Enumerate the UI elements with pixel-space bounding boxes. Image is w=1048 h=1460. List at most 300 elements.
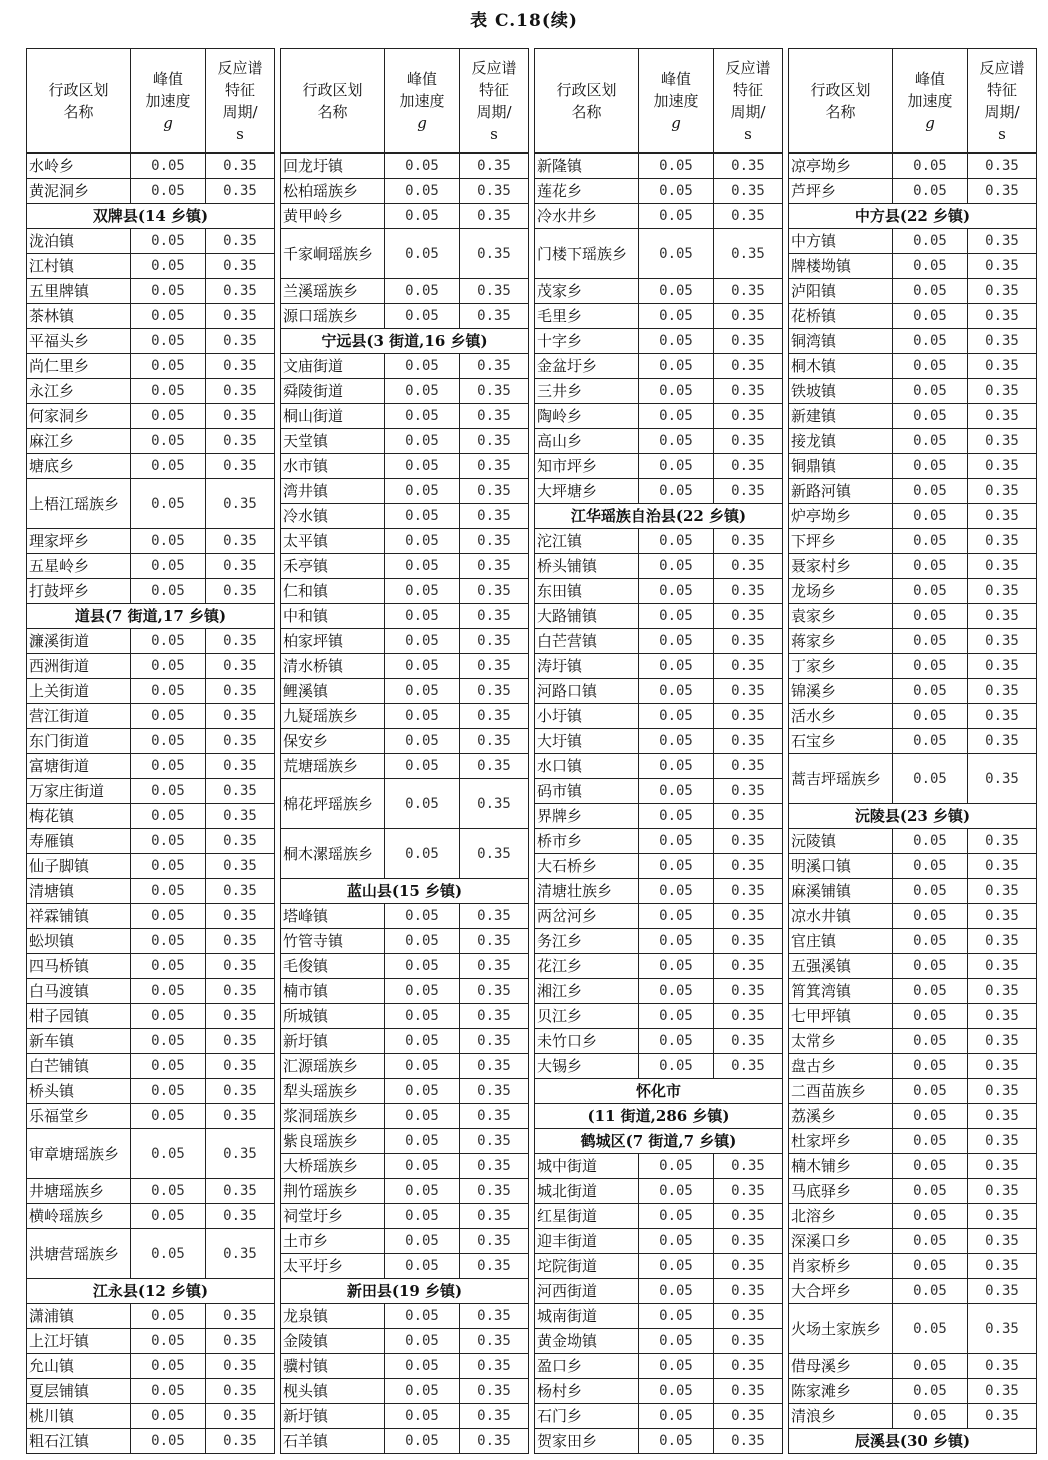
region-name-cell: 千家峒瑶族乡: [281, 229, 385, 279]
header-row: [27, 49, 275, 154]
characteristic-period-cell: 0.35: [206, 479, 275, 529]
characteristic-period-cell: 0.35: [714, 829, 783, 854]
characteristic-period-cell: 0.35: [460, 904, 529, 929]
table-row: [281, 729, 529, 754]
table-row: [281, 579, 529, 604]
peak-acceleration-cell: 0.05: [131, 379, 206, 404]
characteristic-period-cell: 0.35: [460, 954, 529, 979]
region-name-cell: 松柏瑶族乡: [281, 179, 385, 204]
region-name-cell: 龙场乡: [789, 579, 893, 604]
group-heading: 怀化市: [535, 1079, 783, 1104]
table-row: [27, 1004, 275, 1029]
table-row: [789, 729, 1037, 754]
region-name-cell: 坨院街道: [535, 1254, 639, 1279]
table-row: [789, 1404, 1037, 1429]
peak-acceleration-cell: 0.05: [893, 929, 968, 954]
peak-acceleration-cell: 0.05: [893, 379, 968, 404]
header-pga-text: 峰值: [406, 69, 437, 88]
peak-acceleration-cell: 0.05: [385, 829, 460, 879]
table-row: [789, 879, 1037, 904]
page-title: 表 C.18(续): [470, 11, 578, 31]
region-name-cell: 凉亭坳乡: [789, 153, 893, 179]
table-row: [535, 454, 783, 479]
region-name-cell: 清塘壮族乡: [535, 879, 639, 904]
characteristic-period-cell: 0.35: [968, 1229, 1037, 1254]
table-row: [535, 1279, 783, 1304]
peak-acceleration-cell: 0.05: [639, 704, 714, 729]
peak-acceleration-cell: 0.05: [131, 1079, 206, 1104]
region-name-cell: 贝江乡: [535, 1004, 639, 1029]
table-row: [281, 929, 529, 954]
group-row: [281, 329, 529, 354]
peak-acceleration-cell: 0.05: [639, 1329, 714, 1354]
peak-acceleration-cell: 0.05: [639, 404, 714, 429]
region-name-cell: 乐福堂乡: [27, 1104, 131, 1129]
characteristic-period-cell: 0.35: [206, 1054, 275, 1079]
peak-acceleration-cell: 0.05: [639, 1304, 714, 1329]
peak-acceleration-cell: 0.05: [131, 629, 206, 654]
table-row: [535, 679, 783, 704]
table-row: [281, 1154, 529, 1179]
characteristic-period-cell: 0.35: [206, 379, 275, 404]
characteristic-period-cell: 0.35: [206, 1404, 275, 1429]
table-row: [789, 1104, 1037, 1129]
region-name-cell: 兰溪瑶族乡: [281, 279, 385, 304]
table-row: [281, 979, 529, 1004]
region-name-cell: 潇浦镇: [27, 1304, 131, 1329]
header-pga-text: g: [417, 113, 427, 132]
peak-acceleration-cell: 0.05: [893, 1404, 968, 1429]
region-name-cell: 大圩镇: [535, 729, 639, 754]
table-row: [281, 1129, 529, 1154]
characteristic-period-cell: 0.35: [714, 629, 783, 654]
characteristic-period-cell: 0.35: [460, 404, 529, 429]
peak-acceleration-cell: 0.05: [385, 204, 460, 229]
characteristic-period-cell: 0.35: [968, 304, 1037, 329]
region-name-cell: 中方镇: [789, 229, 893, 254]
peak-acceleration-cell: 0.05: [893, 604, 968, 629]
region-name-cell: 蒋家乡: [789, 629, 893, 654]
table-row: [535, 629, 783, 654]
table-row: [535, 804, 783, 829]
characteristic-period-cell: 0.35: [460, 504, 529, 529]
table-column-1: [26, 48, 274, 1450]
table-row: [281, 354, 529, 379]
peak-acceleration-cell: 0.05: [131, 879, 206, 904]
header-row: [535, 49, 783, 154]
peak-acceleration-cell: 0.05: [131, 754, 206, 779]
peak-acceleration-cell: 0.05: [131, 179, 206, 204]
header-name: [789, 49, 893, 154]
characteristic-period-cell: 0.35: [714, 479, 783, 504]
peak-acceleration-cell: 0.05: [131, 354, 206, 379]
table-row: [27, 954, 275, 979]
characteristic-period-cell: 0.35: [460, 179, 529, 204]
peak-acceleration-cell: 0.05: [639, 804, 714, 829]
table-row: [789, 1279, 1037, 1304]
table-row: [281, 679, 529, 704]
region-name-cell: 白芒铺镇: [27, 1054, 131, 1079]
peak-acceleration-cell: 0.05: [385, 729, 460, 754]
peak-acceleration-cell: 0.05: [893, 1179, 968, 1204]
table-row: [27, 1204, 275, 1229]
characteristic-period-cell: 0.35: [206, 779, 275, 804]
characteristic-period-cell: 0.35: [714, 579, 783, 604]
characteristic-period-cell: 0.35: [460, 1029, 529, 1054]
region-name-cell: 营江街道: [27, 704, 131, 729]
characteristic-period-cell: 0.35: [968, 1304, 1037, 1354]
peak-acceleration-cell: 0.05: [385, 704, 460, 729]
region-name-cell: 文庙街道: [281, 354, 385, 379]
characteristic-period-cell: 0.35: [206, 1029, 275, 1054]
region-name-cell: 火场土家族乡: [789, 1304, 893, 1354]
table-row: [789, 679, 1037, 704]
peak-acceleration-cell: 0.05: [131, 829, 206, 854]
characteristic-period-cell: 0.35: [460, 1229, 529, 1254]
header-period: [714, 49, 783, 154]
table-row: [789, 1204, 1037, 1229]
table-row: [281, 454, 529, 479]
peak-acceleration-cell: 0.05: [385, 1404, 460, 1429]
region-name-cell: 桐木漯瑶族乡: [281, 829, 385, 879]
characteristic-period-cell: 0.35: [714, 1154, 783, 1179]
table-row: [789, 1354, 1037, 1379]
group-heading: 双牌县(14 乡镇): [27, 204, 275, 229]
peak-acceleration-cell: 0.05: [385, 954, 460, 979]
characteristic-period-cell: 0.35: [968, 354, 1037, 379]
table-row: [789, 429, 1037, 454]
peak-acceleration-cell: 0.05: [131, 1204, 206, 1229]
region-name-cell: 城南街道: [535, 1304, 639, 1329]
characteristic-period-cell: 0.35: [968, 153, 1037, 179]
header-row: [281, 49, 529, 154]
table-row: [535, 954, 783, 979]
group-row: [789, 804, 1037, 829]
region-name-cell: 水岭乡: [27, 153, 131, 179]
peak-acceleration-cell: 0.05: [131, 153, 206, 179]
table-row: [27, 404, 275, 429]
table-column-2: [280, 48, 528, 1450]
region-name-cell: 舜陵街道: [281, 379, 385, 404]
header-name-text: 行政区划: [810, 80, 871, 99]
peak-acceleration-cell: 0.05: [131, 454, 206, 479]
characteristic-period-cell: 0.35: [206, 579, 275, 604]
characteristic-period-cell: 0.35: [460, 754, 529, 779]
characteristic-period-cell: 0.35: [968, 1379, 1037, 1404]
region-name-cell: 迎丰街道: [535, 1229, 639, 1254]
region-name-cell: 黄金坳镇: [535, 1329, 639, 1354]
peak-acceleration-cell: 0.05: [893, 1279, 968, 1304]
table-row: [27, 979, 275, 1004]
table-row: [789, 929, 1037, 954]
peak-acceleration-cell: 0.05: [893, 754, 968, 804]
region-name-cell: 中和镇: [281, 604, 385, 629]
peak-acceleration-cell: 0.05: [385, 1329, 460, 1354]
peak-acceleration-cell: 0.05: [385, 754, 460, 779]
region-name-cell: 万家庄街道: [27, 779, 131, 804]
peak-acceleration-cell: 0.05: [893, 954, 968, 979]
characteristic-period-cell: 0.35: [714, 979, 783, 1004]
table-row: [789, 1079, 1037, 1104]
table-row: [27, 229, 275, 254]
header-pga-text: 加速度: [145, 91, 191, 110]
header-period-text: 反应谱: [725, 58, 771, 77]
table-row: [281, 1429, 529, 1454]
peak-acceleration-cell: 0.05: [385, 429, 460, 454]
characteristic-period-cell: 0.35: [206, 854, 275, 879]
peak-acceleration-cell: 0.05: [639, 1279, 714, 1304]
table-row: [789, 704, 1037, 729]
peak-acceleration-cell: 0.05: [893, 579, 968, 604]
characteristic-period-cell: 0.35: [714, 354, 783, 379]
region-name-cell: 活水乡: [789, 704, 893, 729]
table-row: [789, 579, 1037, 604]
table-row: [27, 1329, 275, 1354]
characteristic-period-cell: 0.35: [714, 754, 783, 779]
characteristic-period-cell: 0.35: [460, 1354, 529, 1379]
characteristic-period-cell: 0.35: [968, 729, 1037, 754]
characteristic-period-cell: 0.35: [206, 529, 275, 554]
header-pga: [893, 49, 968, 154]
peak-acceleration-cell: 0.05: [385, 1004, 460, 1029]
peak-acceleration-cell: 0.05: [131, 904, 206, 929]
table-row: [789, 654, 1037, 679]
characteristic-period-cell: 0.35: [968, 854, 1037, 879]
peak-acceleration-cell: 0.05: [131, 529, 206, 554]
characteristic-period-cell: 0.35: [460, 529, 529, 554]
header-period: [968, 49, 1037, 154]
table-row: [535, 179, 783, 204]
region-name-cell: 泸阳镇: [789, 279, 893, 304]
region-name-cell: 允山镇: [27, 1354, 131, 1379]
region-name-cell: 永江乡: [27, 379, 131, 404]
table-row: [789, 454, 1037, 479]
table-row: [535, 1354, 783, 1379]
table-row: [789, 329, 1037, 354]
table-row: [27, 354, 275, 379]
region-name-cell: 新车镇: [27, 1029, 131, 1054]
peak-acceleration-cell: 0.05: [385, 1354, 460, 1379]
table-row: [27, 579, 275, 604]
characteristic-period-cell: 0.35: [968, 954, 1037, 979]
region-name-cell: 茶林镇: [27, 304, 131, 329]
characteristic-period-cell: 0.35: [206, 729, 275, 754]
table-row: [27, 1404, 275, 1429]
header-period: [206, 49, 275, 154]
table-row: [789, 629, 1037, 654]
peak-acceleration-cell: 0.05: [893, 1079, 968, 1104]
characteristic-period-cell: 0.35: [714, 929, 783, 954]
region-name-cell: 平福头乡: [27, 329, 131, 354]
characteristic-period-cell: 0.35: [714, 1354, 783, 1379]
group-row: [27, 604, 275, 629]
characteristic-period-cell: 0.35: [206, 654, 275, 679]
table-column-3: [534, 48, 782, 1450]
characteristic-period-cell: 0.35: [206, 1104, 275, 1129]
table-row: [535, 979, 783, 1004]
region-name-cell: 清浪乡: [789, 1404, 893, 1429]
characteristic-period-cell: 0.35: [460, 679, 529, 704]
header-name-text: 名称: [63, 102, 94, 121]
characteristic-period-cell: 0.35: [206, 704, 275, 729]
region-name-cell: 红星街道: [535, 1204, 639, 1229]
peak-acceleration-cell: 0.05: [639, 979, 714, 1004]
table-row: [789, 1254, 1037, 1279]
characteristic-period-cell: 0.35: [206, 279, 275, 304]
table-row: [281, 704, 529, 729]
table-row: [789, 304, 1037, 329]
region-name-cell: 金陵镇: [281, 1329, 385, 1354]
table-row: [789, 1029, 1037, 1054]
peak-acceleration-cell: 0.05: [385, 279, 460, 304]
peak-acceleration-cell: 0.05: [131, 404, 206, 429]
group-row: [535, 1129, 783, 1154]
peak-acceleration-cell: 0.05: [639, 479, 714, 504]
region-name-cell: 下坪乡: [789, 529, 893, 554]
peak-acceleration-cell: 0.05: [131, 804, 206, 829]
characteristic-period-cell: 0.35: [460, 304, 529, 329]
characteristic-period-cell: 0.35: [714, 329, 783, 354]
characteristic-period-cell: 0.35: [460, 604, 529, 629]
characteristic-period-cell: 0.35: [460, 1154, 529, 1179]
peak-acceleration-cell: 0.05: [131, 279, 206, 304]
peak-acceleration-cell: 0.05: [639, 454, 714, 479]
characteristic-period-cell: 0.35: [206, 1204, 275, 1229]
peak-acceleration-cell: 0.05: [639, 929, 714, 954]
peak-acceleration-cell: 0.05: [385, 1429, 460, 1454]
peak-acceleration-cell: 0.05: [893, 904, 968, 929]
header-period-text: 特征: [732, 80, 763, 99]
peak-acceleration-cell: 0.05: [385, 979, 460, 1004]
region-name-cell: 大合坪乡: [789, 1279, 893, 1304]
region-name-cell: 码市镇: [535, 779, 639, 804]
table-row: [535, 529, 783, 554]
region-name-cell: 十字乡: [535, 329, 639, 354]
table-row: [281, 1354, 529, 1379]
peak-acceleration-cell: 0.05: [639, 1179, 714, 1204]
data-table: [26, 48, 275, 1454]
region-name-cell: 清塘镇: [27, 879, 131, 904]
region-name-cell: 祥霖铺镇: [27, 904, 131, 929]
characteristic-period-cell: 0.35: [460, 654, 529, 679]
table-row: [535, 204, 783, 229]
table-row: [789, 1379, 1037, 1404]
peak-acceleration-cell: 0.05: [893, 329, 968, 354]
group-heading: 江永县(12 乡镇): [27, 1279, 275, 1304]
characteristic-period-cell: 0.35: [206, 679, 275, 704]
region-name-cell: 荒塘瑶族乡: [281, 754, 385, 779]
peak-acceleration-cell: 0.05: [385, 1204, 460, 1229]
region-name-cell: 湘江乡: [535, 979, 639, 1004]
region-name-cell: 上江圩镇: [27, 1329, 131, 1354]
table-row: [27, 554, 275, 579]
peak-acceleration-cell: 0.05: [639, 153, 714, 179]
header-name: [27, 49, 131, 154]
header-pga-text: g: [671, 113, 681, 132]
characteristic-period-cell: 0.35: [968, 1054, 1037, 1079]
table-row: [535, 1379, 783, 1404]
peak-acceleration-cell: 0.05: [639, 1204, 714, 1229]
region-name-cell: 富塘街道: [27, 754, 131, 779]
table-row: [281, 179, 529, 204]
peak-acceleration-cell: 0.05: [893, 1354, 968, 1379]
peak-acceleration-cell: 0.05: [131, 579, 206, 604]
characteristic-period-cell: 0.35: [714, 1204, 783, 1229]
characteristic-period-cell: 0.35: [968, 754, 1037, 804]
characteristic-period-cell: 0.35: [460, 779, 529, 829]
table-row: [535, 1404, 783, 1429]
region-name-cell: 太平圩乡: [281, 1254, 385, 1279]
characteristic-period-cell: 0.35: [460, 479, 529, 504]
characteristic-period-cell: 0.35: [206, 1004, 275, 1029]
table-row: [281, 1254, 529, 1279]
region-name-cell: 湾井镇: [281, 479, 385, 504]
peak-acceleration-cell: 0.05: [893, 629, 968, 654]
region-name-cell: 枧头镇: [281, 1379, 385, 1404]
characteristic-period-cell: 0.35: [206, 1379, 275, 1404]
table-row: [535, 1004, 783, 1029]
header-name-text: 行政区划: [48, 80, 109, 99]
characteristic-period-cell: 0.35: [460, 454, 529, 479]
characteristic-period-cell: 0.35: [460, 1004, 529, 1029]
peak-acceleration-cell: 0.05: [893, 1379, 968, 1404]
region-name-cell: 未竹口乡: [535, 1029, 639, 1054]
table-column-4: [788, 48, 1036, 1450]
characteristic-period-cell: 0.35: [206, 1429, 275, 1454]
group-row: [535, 1104, 783, 1129]
table-row: [535, 579, 783, 604]
peak-acceleration-cell: 0.05: [639, 604, 714, 629]
region-name-cell: 蚣坝镇: [27, 929, 131, 954]
characteristic-period-cell: 0.35: [968, 454, 1037, 479]
table-row: [281, 304, 529, 329]
table-row: [27, 379, 275, 404]
peak-acceleration-cell: 0.05: [893, 729, 968, 754]
region-name-cell: 肖家桥乡: [789, 1254, 893, 1279]
table-row: [535, 704, 783, 729]
table-row: [281, 954, 529, 979]
peak-acceleration-cell: 0.05: [385, 654, 460, 679]
peak-acceleration-cell: 0.05: [131, 1104, 206, 1129]
table-row: [281, 1204, 529, 1229]
table-row: [789, 1129, 1037, 1154]
region-name-cell: 知市坪乡: [535, 454, 639, 479]
region-name-cell: 楠木铺乡: [789, 1154, 893, 1179]
peak-acceleration-cell: 0.05: [131, 779, 206, 804]
peak-acceleration-cell: 0.05: [385, 304, 460, 329]
characteristic-period-cell: 0.35: [460, 829, 529, 879]
region-name-cell: 五星岭乡: [27, 554, 131, 579]
characteristic-period-cell: 0.35: [206, 1304, 275, 1329]
peak-acceleration-cell: 0.05: [131, 979, 206, 1004]
characteristic-period-cell: 0.35: [206, 1179, 275, 1204]
characteristic-period-cell: 0.35: [968, 179, 1037, 204]
characteristic-period-cell: 0.35: [460, 153, 529, 179]
table-row: [535, 854, 783, 879]
region-name-cell: 鲤溪镇: [281, 679, 385, 704]
peak-acceleration-cell: 0.05: [131, 229, 206, 254]
characteristic-period-cell: 0.35: [460, 929, 529, 954]
peak-acceleration-cell: 0.05: [893, 279, 968, 304]
peak-acceleration-cell: 0.05: [385, 1154, 460, 1179]
peak-acceleration-cell: 0.05: [131, 729, 206, 754]
characteristic-period-cell: 0.35: [714, 604, 783, 629]
peak-acceleration-cell: 0.05: [385, 1229, 460, 1254]
peak-acceleration-cell: 0.05: [131, 1304, 206, 1329]
characteristic-period-cell: 0.35: [206, 153, 275, 179]
header-period-text: s: [744, 124, 752, 143]
peak-acceleration-cell: 0.05: [639, 354, 714, 379]
